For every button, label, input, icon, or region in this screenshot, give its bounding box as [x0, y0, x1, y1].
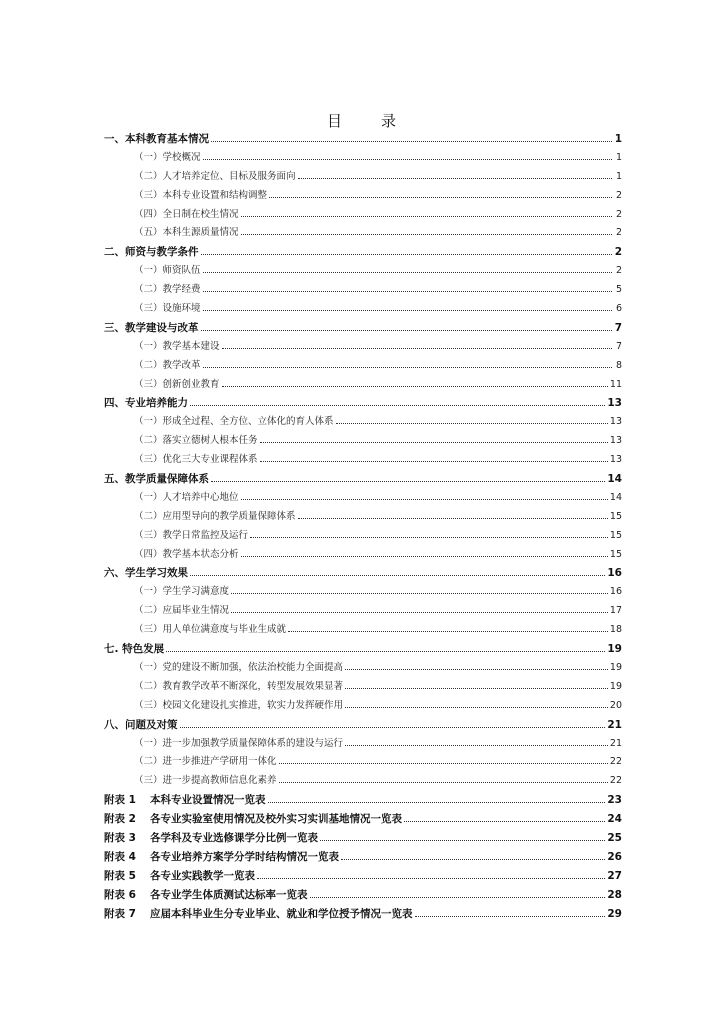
toc-entry-label: （二）进一步推进产学研用一体化 [134, 756, 277, 768]
toc-section-entry[interactable] [104, 470, 622, 489]
toc-appendix-entry[interactable] [104, 791, 622, 810]
toc-leader-dots [345, 707, 608, 708]
toc-page-number: 1 [614, 133, 622, 145]
toc-leader-dots [231, 593, 608, 594]
toc-leader-dots [203, 272, 612, 273]
toc-section-entry[interactable] [104, 394, 622, 413]
toc-entry-label: 八、问题及对策 [104, 718, 178, 731]
toc-leader-dots [241, 234, 612, 235]
toc-leader-dots [190, 405, 605, 406]
appendix-code: 附表 1 [104, 794, 136, 807]
toc-leader-dots [190, 575, 605, 576]
toc-entry-label: （二）应届毕业生情况 [134, 605, 230, 617]
toc-subsection-entry[interactable] [104, 451, 622, 470]
toc-entry-label: 二、师资与教学条件 [104, 246, 199, 259]
toc-entry-label [104, 886, 308, 905]
appendix-title: 各专业实验室使用情况及校外实习实训基地情况一览表 [150, 813, 402, 826]
toc-subsection-entry[interactable] [104, 281, 622, 300]
toc-page-number: 22 [609, 775, 622, 787]
toc-leader-dots [203, 367, 612, 368]
toc-leader-dots [345, 688, 608, 689]
toc-entry-label: （一）党的建设不断加强，依法治校能力全面提高 [134, 661, 344, 673]
toc-subsection-entry[interactable] [104, 508, 622, 527]
toc-entry-label [104, 810, 402, 829]
toc-entry-label: （二）落实立德树人根本任务 [134, 435, 258, 447]
toc-leader-dots [415, 916, 606, 917]
toc-subsection-entry[interactable] [104, 357, 622, 376]
toc-subsection-entry[interactable] [104, 735, 622, 754]
toc-page-number: 25 [607, 831, 622, 844]
toc-page-number: 21 [607, 718, 622, 731]
toc-page-number: 17 [609, 605, 622, 617]
toc-subsection-entry[interactable] [104, 753, 622, 772]
toc-section-entry[interactable] [104, 243, 622, 262]
appendix-title: 应届本科毕业生分专业毕业、就业和学位授予情况一览表 [150, 907, 413, 920]
toc-leader-dots [341, 859, 605, 860]
toc-section-entry[interactable] [104, 319, 622, 338]
title-char-1: 目 [326, 112, 343, 130]
toc-subsection-entry[interactable] [104, 413, 622, 432]
toc-page-number: 7 [615, 340, 622, 352]
toc-entry-label [104, 905, 413, 924]
toc-subsection-entry[interactable] [104, 489, 622, 508]
table-of-contents [104, 130, 622, 923]
toc-entry-label: （二）教学经费 [134, 284, 201, 296]
toc-entry-label: （二）人才培养定位、目标及服务面向 [134, 170, 296, 182]
toc-page-number: 8 [615, 359, 622, 371]
toc-leader-dots [166, 651, 605, 652]
toc-page-number: 2 [615, 208, 622, 220]
toc-leader-dots [310, 897, 606, 898]
toc-subsection-entry[interactable] [104, 262, 622, 281]
toc-page-number: 16 [607, 567, 622, 580]
toc-entry-label: （二）教学改革 [134, 359, 201, 371]
toc-leader-dots [279, 763, 608, 764]
toc-appendix-entry[interactable] [104, 867, 622, 886]
toc-page-number: 15 [609, 529, 622, 541]
toc-entry-label: 三、教学建设与改革 [104, 321, 199, 334]
toc-leader-dots [211, 141, 612, 142]
toc-entry-label: （一）进一步加强教学质量保障体系的建设与运行 [134, 737, 344, 749]
toc-appendix-entry[interactable] [104, 810, 622, 829]
appendix-title: 本科专业设置情况一览表 [150, 794, 266, 807]
toc-entry-label: 六、学生学习效果 [104, 567, 188, 580]
toc-entry-label: （一）师资队伍 [134, 265, 201, 277]
toc-leader-dots [404, 821, 605, 822]
toc-entry-label: （三）用人单位满意度与毕业生成就 [134, 624, 287, 636]
toc-page-number: 2 [614, 246, 622, 259]
toc-leader-dots [203, 159, 612, 160]
toc-subsection-entry[interactable] [104, 187, 622, 206]
toc-entry-label: （三）进一步提高教师信息化素养 [134, 775, 277, 787]
toc-leader-dots [269, 197, 612, 198]
toc-entry-label: （一）教学基本建设 [134, 340, 220, 352]
toc-subsection-entry[interactable] [104, 149, 622, 168]
toc-page-number: 11 [609, 378, 622, 390]
appendix-title: 各专业实践教学一览表 [150, 869, 255, 882]
toc-leader-dots [336, 423, 608, 424]
toc-entry-label [104, 829, 318, 848]
toc-leader-dots [241, 499, 608, 500]
toc-page-number: 19 [609, 680, 622, 692]
toc-page-number: 15 [609, 548, 622, 560]
toc-leader-dots [260, 461, 608, 462]
toc-subsection-entry[interactable] [104, 300, 622, 319]
toc-page-number: 14 [609, 491, 622, 503]
toc-section-entry[interactable] [104, 564, 622, 583]
toc-page-number: 22 [609, 756, 622, 768]
toc-page-number: 27 [607, 869, 622, 882]
toc-page-number: 13 [609, 454, 622, 466]
toc-appendix-entry[interactable] [104, 829, 622, 848]
toc-subsection-entry[interactable] [104, 697, 622, 716]
toc-entry-label: （三）优化三大专业课程体系 [134, 454, 258, 466]
toc-entry-label: 一、本科教育基本情况 [104, 133, 209, 145]
toc-entry-label: （二）教育教学改革不断深化，转型发展效果显著 [134, 680, 344, 692]
toc-page-number: 13 [609, 416, 622, 428]
toc-leader-dots [279, 782, 608, 783]
toc-subsection-entry[interactable] [104, 376, 622, 395]
toc-appendix-entry[interactable] [104, 848, 622, 867]
toc-entry-label: （一）学生学习满意度 [134, 586, 230, 598]
toc-leader-dots [222, 348, 612, 349]
toc-page-number: 7 [614, 321, 622, 334]
toc-page-number: 6 [615, 303, 622, 315]
toc-leader-dots [298, 518, 608, 519]
toc-subsection-entry[interactable] [104, 546, 622, 565]
toc-page-number: 19 [609, 661, 622, 673]
toc-leader-dots [203, 310, 612, 311]
appendix-code: 附表 7 [104, 907, 136, 920]
toc-subsection-entry[interactable] [104, 168, 622, 187]
toc-page-number: 2 [615, 265, 622, 277]
toc-page-number: 2 [615, 227, 622, 239]
toc-leader-dots [211, 481, 605, 482]
toc-subsection-entry[interactable] [104, 432, 622, 451]
toc-page-number: 13 [609, 435, 622, 447]
toc-page-number: 15 [609, 510, 622, 522]
toc-page-number: 26 [607, 850, 622, 863]
toc-subsection-entry[interactable] [104, 224, 622, 243]
toc-entry-label [104, 791, 266, 810]
toc-page-number: 2 [615, 189, 622, 201]
toc-subsection-entry[interactable] [104, 659, 622, 678]
toc-subsection-entry[interactable] [104, 678, 622, 697]
toc-page-number: 20 [609, 699, 622, 711]
toc-entry-label: （一）形成全过程、全方位、立体化的育人体系 [134, 416, 334, 428]
toc-page-number: 18 [609, 624, 622, 636]
toc-entry-label: （一）学校概况 [134, 151, 201, 163]
appendix-code: 附表 2 [104, 813, 136, 826]
toc-leader-dots [257, 878, 605, 879]
toc-leader-dots [231, 612, 608, 613]
toc-entry-label: （四）全日制在校生情况 [134, 208, 239, 220]
toc-appendix-entry[interactable] [104, 905, 622, 924]
appendix-code: 附表 5 [104, 869, 136, 882]
toc-page-number: 14 [607, 473, 622, 486]
toc-entry-label [104, 848, 339, 867]
toc-page-number: 1 [615, 151, 622, 163]
toc-subsection-entry[interactable] [104, 602, 622, 621]
toc-leader-dots [288, 631, 608, 632]
toc-leader-dots [241, 216, 612, 217]
toc-leader-dots [201, 254, 613, 255]
toc-leader-dots [298, 178, 612, 179]
toc-page-number: 21 [609, 737, 622, 749]
toc-page-number: 13 [607, 397, 622, 410]
toc-entry-label: 四、专业培养能力 [104, 397, 188, 410]
toc-section-entry[interactable] [104, 640, 622, 659]
toc-entry-label [104, 867, 255, 886]
appendix-code: 附表 4 [104, 850, 136, 863]
appendix-title: 各学科及专业选修课学分比例一览表 [150, 831, 318, 844]
toc-leader-dots [345, 669, 608, 670]
toc-page-number: 1 [615, 170, 622, 182]
toc-page-number: 5 [615, 284, 622, 296]
toc-page-number: 23 [607, 794, 622, 807]
toc-entry-label: （三）校园文化建设扎实推进，软实力发挥硬作用 [134, 699, 344, 711]
toc-title [0, 110, 724, 131]
toc-leader-dots [180, 727, 606, 728]
toc-page-number: 19 [607, 643, 622, 656]
toc-entry-label: （二）应用型导向的教学质量保障体系 [134, 510, 296, 522]
toc-subsection-entry[interactable] [104, 527, 622, 546]
toc-subsection-entry[interactable] [104, 206, 622, 225]
toc-entry-label: 七. 特色发展 [104, 643, 165, 656]
toc-entry-label: 五、教学质量保障体系 [104, 473, 209, 486]
toc-entry-label: （三）设施环境 [134, 303, 201, 315]
toc-leader-dots [203, 291, 612, 292]
toc-entry-label: （五）本科生源质量情况 [134, 227, 239, 239]
toc-subsection-entry[interactable] [104, 338, 622, 357]
toc-subsection-entry[interactable] [104, 621, 622, 640]
toc-appendix-entry[interactable] [104, 886, 622, 905]
toc-entry-label: （三）创新创业教育 [134, 378, 220, 390]
appendix-code: 附表 6 [104, 888, 136, 901]
toc-subsection-entry[interactable] [104, 583, 622, 602]
title-char-2: 录 [381, 112, 398, 130]
toc-subsection-entry[interactable] [104, 772, 622, 791]
toc-entry-label: （四）教学基本状态分析 [134, 548, 239, 560]
toc-entry-label: （三）本科专业设置和结构调整 [134, 189, 268, 201]
toc-leader-dots [201, 330, 613, 331]
toc-leader-dots [222, 386, 608, 387]
toc-page-number: 24 [607, 813, 622, 826]
toc-entry-label: （三）教学日常监控及运行 [134, 529, 249, 541]
toc-leader-dots [241, 556, 608, 557]
appendix-title: 各专业培养方案学分学时结构情况一览表 [150, 850, 339, 863]
toc-leader-dots [320, 840, 605, 841]
toc-section-entry[interactable] [104, 716, 622, 735]
toc-leader-dots [345, 745, 608, 746]
toc-page-number: 28 [607, 888, 622, 901]
toc-leader-dots [268, 802, 606, 803]
toc-entry-label: （一）人才培养中心地位 [134, 491, 239, 503]
appendix-title: 各专业学生体质测试达标率一览表 [150, 888, 308, 901]
toc-page-number: 29 [607, 907, 622, 920]
toc-leader-dots [260, 442, 608, 443]
appendix-code: 附表 3 [104, 831, 136, 844]
toc-leader-dots [250, 537, 608, 538]
toc-section-entry[interactable] [104, 130, 622, 149]
toc-page-number: 16 [609, 586, 622, 598]
